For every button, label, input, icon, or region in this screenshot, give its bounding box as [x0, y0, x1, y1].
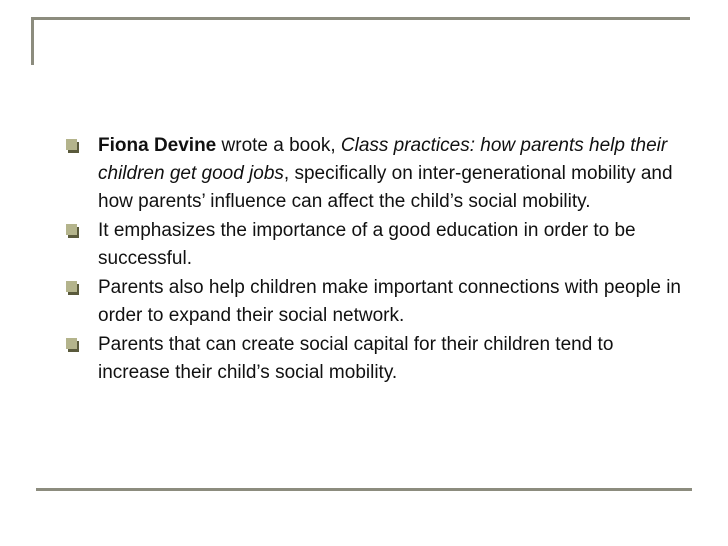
bullet-item-1	[66, 132, 688, 216]
top-left-border-bar	[31, 17, 34, 65]
top-border-line	[31, 17, 690, 20]
square-bullet-icon	[66, 224, 79, 238]
bullet-text-3: Parents also help children make important connections with people in order to expand their social network.	[98, 277, 681, 326]
book-title: Class practices: how parents help their children get good jobs	[98, 135, 668, 184]
square-bullet-icon	[66, 281, 79, 295]
bullet-text-1	[98, 135, 673, 212]
bullet-list	[66, 132, 688, 388]
bullet-text-1-post: , specifically on inter-generational mobility and how parents’ influence can affect the child’s social mobility.	[98, 163, 673, 212]
square-bullet-icon	[66, 338, 79, 352]
bullet-text-4: Parents that can create social capital for their children tend to increase their child’s social mobility.	[98, 334, 614, 383]
bullet-item-3	[66, 274, 688, 330]
author-name: Fiona Devine	[98, 135, 217, 156]
bullet-text-2: It emphasizes the importance of a good education in order to be successful.	[98, 220, 636, 269]
square-bullet-icon	[66, 139, 79, 153]
bottom-border-line	[36, 488, 692, 491]
bullet-item-4	[66, 331, 688, 387]
bullet-item-2	[66, 217, 688, 273]
bullet-text-1-pre: wrote a book,	[216, 135, 341, 156]
